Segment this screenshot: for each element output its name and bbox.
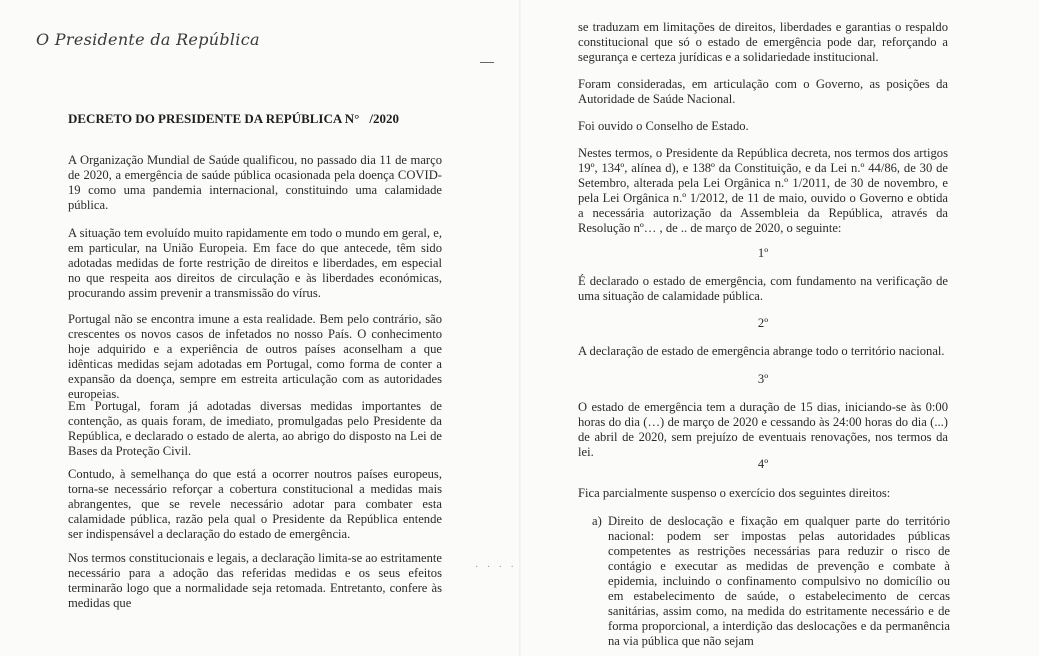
list-item-text: Direito de deslocação e fixação em qualquer parte do território nacional: podem ser impostas pelas autoridades públicas competentes as restrições necessárias para reduzir o risco de contágio e executar as medidas de prevenção e combate à epidemia, incluindo o confinamento compulsivo no domicílio ou em estabelecimento de saúde, o estabelecimento de cercas sanitárias, assim como, na medida do estritamente necessário e de forma proporcional, a interdição das deslocações e da permanência na via pública que não sejam: [608, 514, 950, 648]
paragraph: O estado de emergência tem a duração de 15 dias, iniciando-se às 0:00 horas do dia (…) de março de 2020 e cessando às 24:00 horas do dia (...) de abril de 2020, sem prejuízo de eventuais renovações, nos termos da lei.: [578, 400, 948, 459]
article-number: 2º: [757, 316, 769, 330]
margin-mark: [480, 62, 494, 63]
presidential-letterhead: O Presidente da República: [36, 30, 260, 49]
right-page: [520, 0, 1039, 656]
list-marker: a): [592, 514, 602, 528]
paragraph: Foi ouvido o Conselho de Estado.: [578, 119, 749, 133]
article-number: 1º: [757, 246, 769, 260]
paragraph: Nestes termos, o Presidente da República decreta, nos termos dos artigos 19º, 134º, alínea d), e 138º da Constituição, e da Lei n.º 44/86, de 30 de Setembro, alterada pela Lei Orgânica n.º 1/2011, de 30 de novembro, e pela Lei Orgânica n.º 1/2012, de 11 de maio, ouvido o Governo e obtida a necessária autorização da Assembleia da República, através da Resolução nº… , de .. de março de 2020, o seguinte:: [578, 146, 948, 235]
paragraph: Portugal não se encontra imune a esta realidade. Bem pelo contrário, são crescentes os novos casos de infetados no nosso País. O conhecimento hoje adquirido e a experiência de outros países aconselham a que idênticas medidas sejam adotadas em Portugal, como forma de conter a expansão da doença, sempre em estreita articulação com as autoridades europeias.: [68, 312, 442, 401]
paragraph: A situação tem evoluído muito rapidamente em todo o mundo em geral, e, em particular, na União Europeia. Em face do que antecede, têm sido adotadas medidas de forte restrição de direitos e liberdades, em especial no que respeita aos direitos de circulação e às liberdades económicas, procurando assim prevenir a transmissão do vírus.: [68, 226, 442, 300]
scan-specks: · · · ·: [475, 562, 517, 573]
decree-number: /2020: [369, 111, 400, 126]
article-number: 4º: [757, 457, 769, 471]
paragraph: A Organização Mundial de Saúde qualificou, no passado dia 11 de março de 2020, a emergência de saúde pública ocasionada pela doença COVID-19 como uma pandemia internacional, constituindo uma calamidade pública.: [68, 153, 442, 212]
paragraph: Em Portugal, foram já adotadas diversas medidas importantes de contenção, as quais foram, de imediato, promulgadas pelo Presidente da República, e declarado o estado de alerta, ao abrigo do disposto na Lei de Bases da Proteção Civil.: [68, 399, 442, 458]
paragraph: Fica parcialmente suspenso o exercício dos seguintes direitos:: [578, 486, 891, 500]
paragraph: Foram consideradas, em articulação com o Governo, as posições da Autoridade de Saúde Nacional.: [578, 77, 948, 106]
paragraph: Nos termos constitucionais e legais, a declaração limita-se ao estritamente necessário para a adoção das referidas medidas e os seus efeitos terminarão logo que a normalidade seja retomada. Entretanto, confere às medidas que: [68, 551, 442, 610]
decree-title-text: DECRETO DO PRESIDENTE DA REPÚBLICA N°: [68, 111, 360, 126]
list-item-a: [592, 514, 950, 649]
paragraph: A declaração de estado de emergência abrange todo o território nacional.: [578, 344, 945, 358]
decree-title: [68, 111, 399, 127]
paragraph: Contudo, à semelhança do que está a ocorrer noutros países europeus, torna-se necessário reforçar a cobertura constitucional a medidas mais abrangentes, que se revele necessário adotar para combater esta calamidade pública, razão pela qual o Presidente da República entende ser indispensável a declaração do estado de emergência.: [68, 467, 442, 541]
article-number: 3º: [757, 372, 769, 386]
paragraph: É declarado o estado de emergência, com fundamento na verificação de uma situação de calamidade pública.: [578, 274, 948, 303]
paragraph: se traduzam em limitações de direitos, liberdades e garantias o respaldo constitucional que só o estado de emergência pode dar, reforçando a segurança e certeza jurídicas e a solidariedade institucional.: [578, 20, 948, 64]
